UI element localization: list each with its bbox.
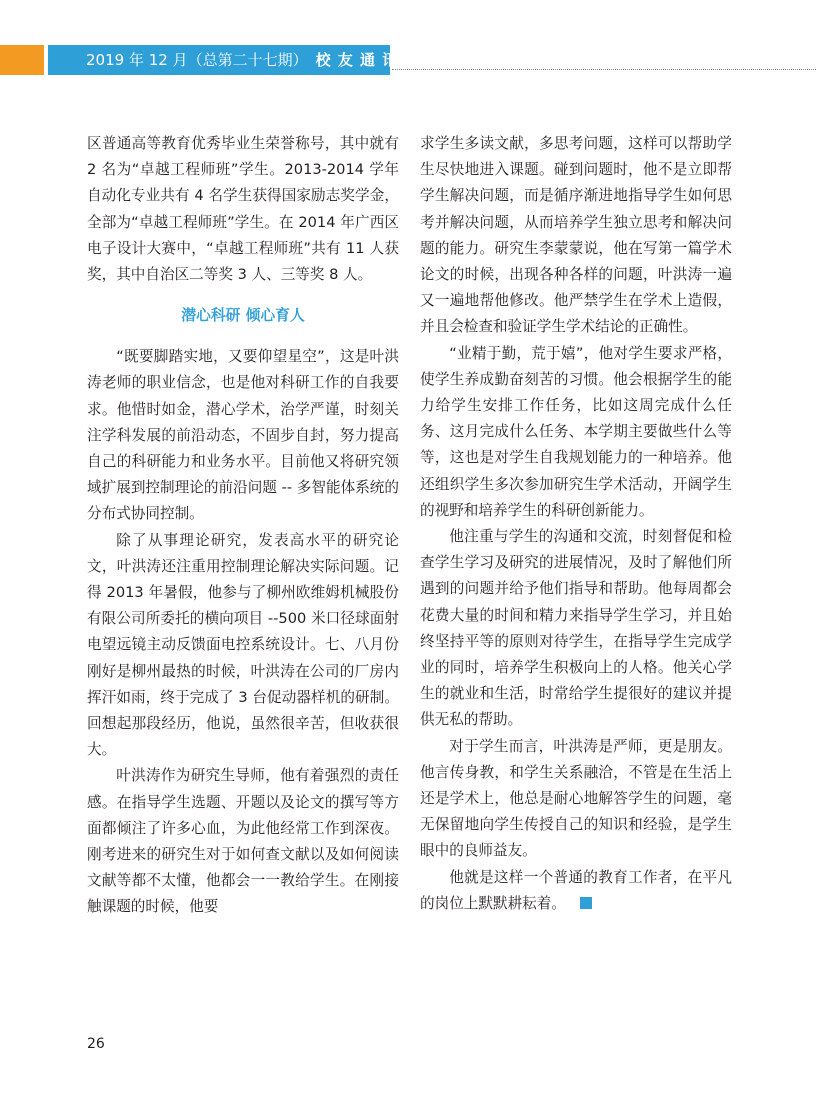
body-paragraph: “业精于勤，荒于嬉”，他对学生要求严格，使学生养成勤奋刻苦的习惯。他会根据学生的能力给学生安排工作任务，比如这周完成什么任务、这月完成什么任务、本学期主要做些什么等等，这也是对学生自我规划能力的一种培养。他还组织学生多次参加研究生学术活动，开阔学生的视野和培养学生的科研创新能力。 [420,344,732,519]
body-paragraph: 他注重与学生的沟通和交流，时刻督促和检查学生学习及研究的进展情况，及时了解他们所遇到的问题并给予他们指导和帮助。他每周都会花费大量的时间和精力来指导学生学习，并且始终坚持平等的原则对待学生，在指导学生完成学业的同时，培养学生积极向上的人格。他关心学生的就业和生活，时常给学生提很好的建议并提供无私的帮助。 [420,528,732,729]
closing-paragraph [420,865,732,917]
body-paragraph: 除了从事理论研究，发表高水平的研究论文，叶洪涛还注重用控制理论解决实际问题。记得 2013 年暑假，他参与了柳州欧维姆机械股份有限公司所委托的横向项目 --500 米口径球面射电望远镜主动反馈面电控系统设计。七、八月份刚好是柳州最热的时候，叶洪涛在公司的厂房内挥汗如雨，终于完成了 3 台促动器样机的研制。回想起那段经历，他说，虽然很辛苦，但收获很大。 [87,531,399,759]
intro-paragraph: 区普通高等教育优秀毕业生荣誉称号，其中就有 2 名为“卓越工程师班”学生。2013-2014 学年自动化专业共有 4 名学生获得国家励志奖学金，全部为“卓越工程师班”学生。在 2014 年广西区电子设计大赛中，“卓越工程师班”共有 11 人获奖，其中自治区二等奖 3 人、三等奖 8 人。 [87,135,399,284]
body-paragraph: 对于学生而言，叶洪涛是严师，更是朋友。他言传身教，和学生关系融洽，不管是在生活上还是学术上，他总是耐心地解答学生的问题，毫无保留地向学生传授自己的知识和经验，是学生眼中的良师益友。 [420,737,732,860]
header-issue: 2019 年 12 月（总第二十七期） [86,51,308,69]
header-dotted-rule [392,69,816,70]
left-column [87,131,399,921]
closing-text: 他就是这样一个普通的教育工作者，在平凡的岗位上默默耕耘着。 [420,868,732,912]
header-title: 校 友 通 讯 [315,51,399,69]
continued-paragraph: 求学生多读文献，多思考问题，这样可以帮助学生尽快地进入课题。碰到问题时，他不是立即帮学生解决问题，而是循序渐进地指导学生如何思考并解决问题，从而培养学生独立思考和解决问题的能力。研究生李蒙蒙说，他在写第一篇学术论文的时候，出现各种各样的问题，叶洪涛一遍又一遍地帮他修改。他严禁学生在学术上造假，并且会检查和验证学生学术结论的正确性。 [420,135,732,336]
section-heading: 潜心科研 倾心育人 [181,307,305,325]
body-paragraph: 叶洪涛作为研究生导师，他有着强烈的责任感。在指导学生选题、开题以及论文的撰写等方面都倾注了许多心血，为此他经常工作到深夜。刚考进来的研究生对于如何查文献以及如何阅读文献等都不太懂，他都会一一教给学生。在刚接触课题的时候，他要 [87,767,399,916]
body-paragraph: “既要脚踏实地，又要仰望星空”，这是叶洪涛老师的职业信念，也是他对科研工作的自我要求。他惜时如金，潜心学术，治学严谨，时刻关注学科发展的前沿动态，不固步自封，努力提高自己的科研能力和业务水平。目前他又将研究领域扩展到控制理论的前沿问题 -- 多智能体系统的分布式协同控制。 [87,348,399,523]
right-column [420,131,732,917]
page-number: 26 [87,1036,105,1052]
header-banner [48,45,399,75]
end-of-article-mark [580,897,592,909]
header-orange-block [0,45,44,75]
